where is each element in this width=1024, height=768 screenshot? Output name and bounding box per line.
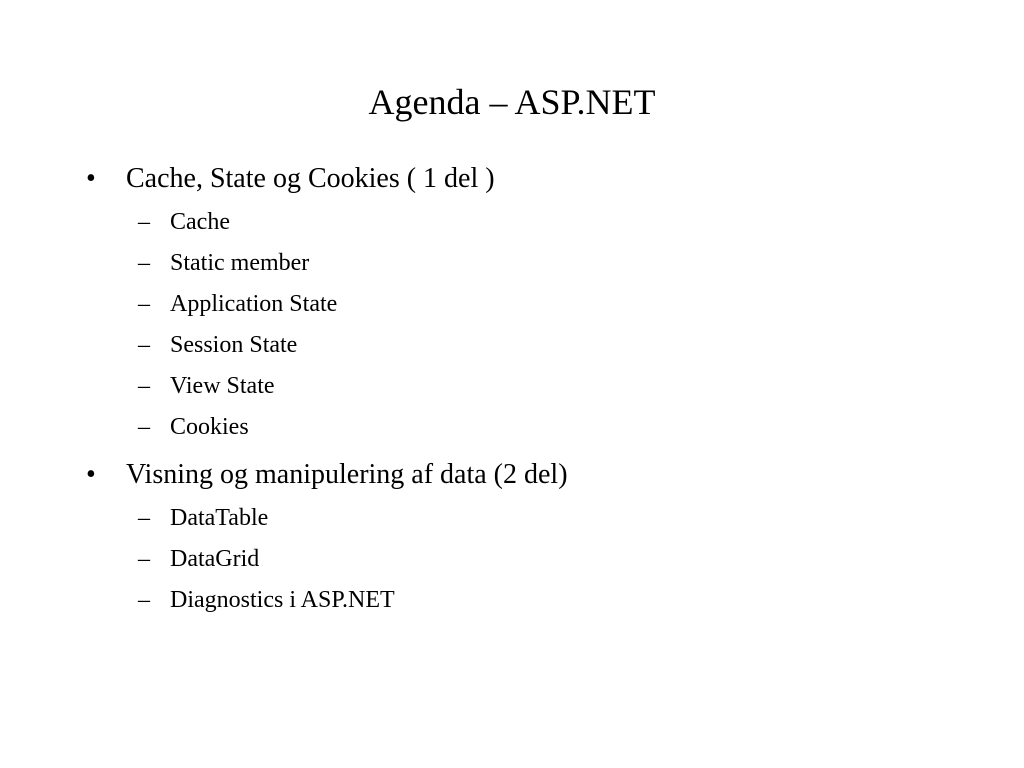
sub-item-label: Cache <box>170 209 230 235</box>
sub-list <box>86 202 966 448</box>
sub-item <box>86 202 966 243</box>
sub-item <box>86 407 966 448</box>
dash-icon: – <box>138 414 150 440</box>
sub-item <box>86 366 966 407</box>
bullet-icon: • <box>86 459 96 490</box>
sub-item <box>86 325 966 366</box>
sub-item <box>86 243 966 284</box>
dash-icon: – <box>138 250 150 276</box>
bullet-label: Visning og manipulering af data (2 del) <box>126 459 568 490</box>
dash-icon: – <box>138 373 150 399</box>
slide-title: Agenda – ASP.NET <box>368 82 656 122</box>
sub-item-label: Cookies <box>170 414 249 440</box>
dash-icon: – <box>138 505 150 531</box>
bullet-item-visning-data <box>86 456 966 494</box>
sub-item-label: View State <box>170 373 275 399</box>
dash-icon: – <box>138 332 150 358</box>
bullet-list <box>86 160 966 621</box>
sub-item-label: DataGrid <box>170 546 260 572</box>
dash-icon: – <box>138 209 150 235</box>
sub-item-label: Application State <box>170 291 338 317</box>
sub-item <box>86 284 966 325</box>
dash-icon: – <box>138 546 150 572</box>
sub-list <box>86 498 966 621</box>
dash-icon: – <box>138 291 150 317</box>
sub-item-label: Static member <box>170 250 310 276</box>
bullet-label: Cache, State og Cookies ( 1 del ) <box>126 163 495 194</box>
dash-icon: – <box>138 587 150 613</box>
sub-item <box>86 539 966 580</box>
sub-item-label: Diagnostics i ASP.NET <box>170 587 395 613</box>
sub-item <box>86 580 966 621</box>
sub-item-label: Session State <box>170 332 298 358</box>
bullet-icon: • <box>86 163 96 194</box>
sub-item-label: DataTable <box>170 505 269 531</box>
sub-item <box>86 498 966 539</box>
bullet-item-cache-state-cookies <box>86 160 966 198</box>
